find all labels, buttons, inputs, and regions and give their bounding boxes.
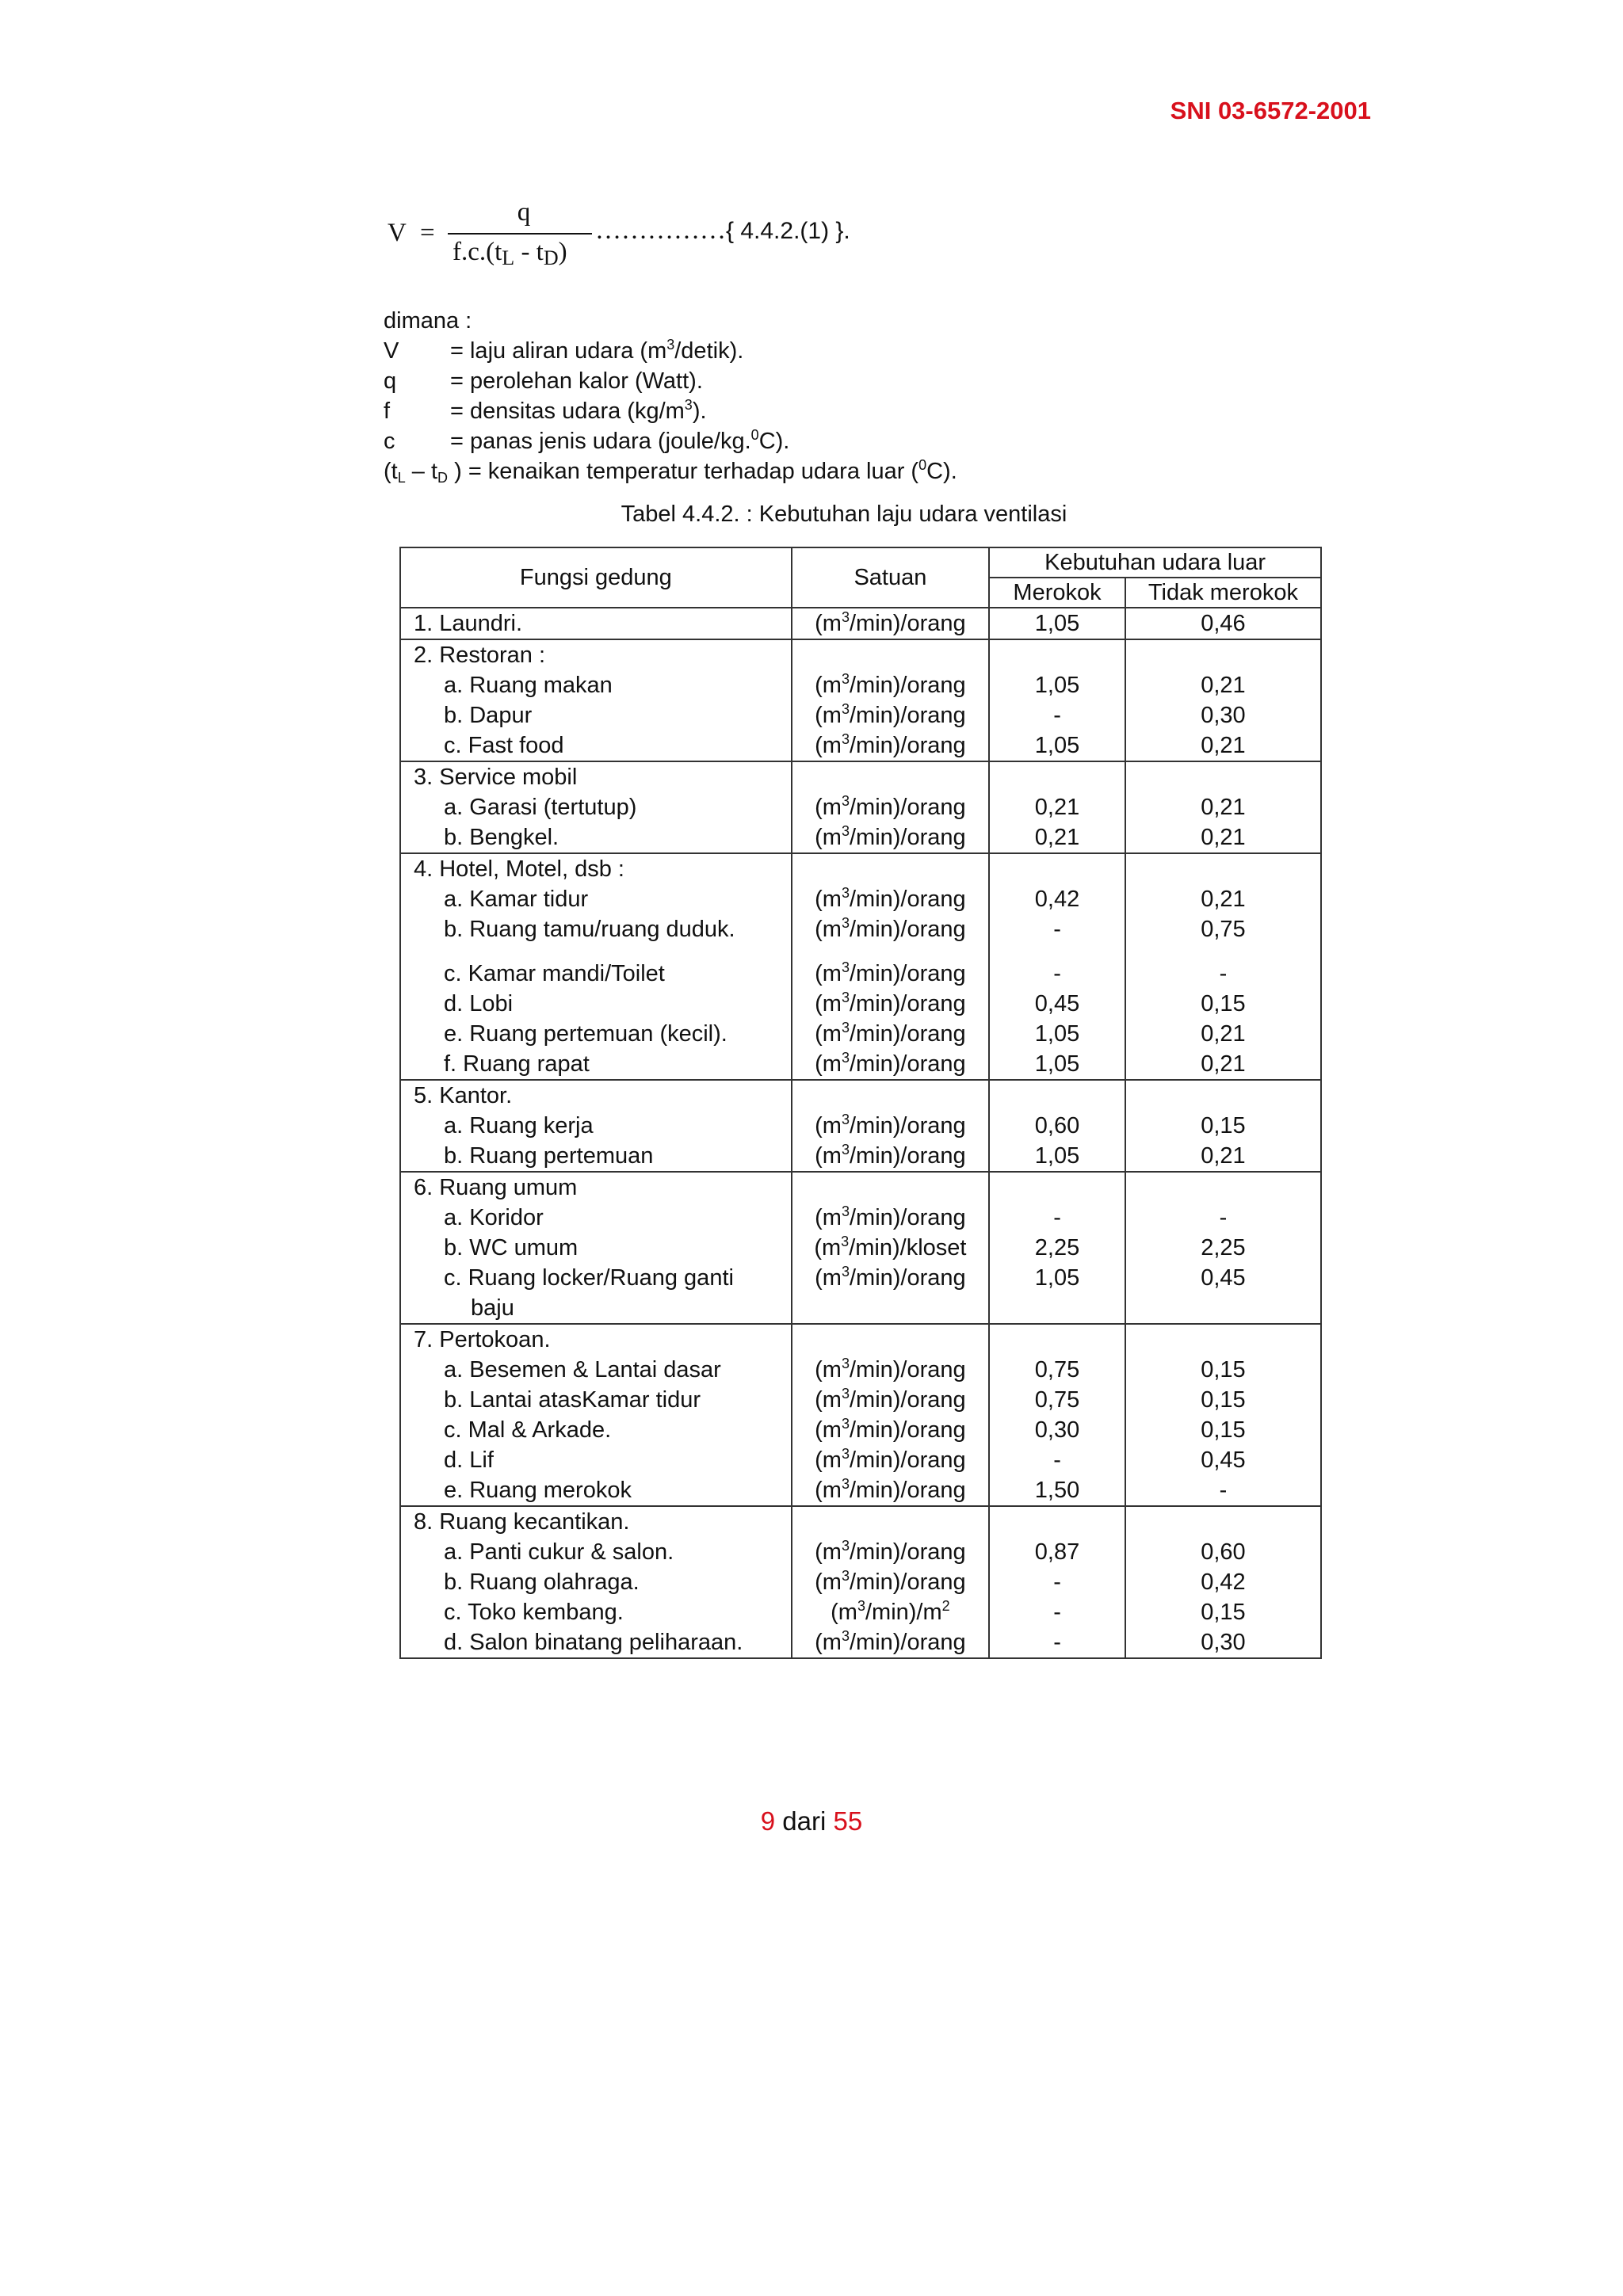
merokok-value: 0,42 <box>1034 887 1080 912</box>
row-label: c. Kamar mandi/Toilet <box>444 961 665 986</box>
merokok-value: 2,25 <box>1034 1235 1080 1261</box>
row-unit <box>792 1325 989 1355</box>
tidak-merokok-value: 0,21 <box>1201 1051 1246 1077</box>
merokok-cell <box>989 1080 1125 1172</box>
tidak-merokok-cell <box>1125 853 1321 1080</box>
row-unit: $(m^3/\min)$/orang <box>815 1142 966 1169</box>
merokok-value: 0,21 <box>1034 795 1080 820</box>
table-group <box>400 639 1321 761</box>
row-unit <box>792 640 989 670</box>
merokok-value: 0,30 <box>1034 1417 1080 1443</box>
merokok-value: 0,21 <box>1034 825 1080 850</box>
page-number: 9 <box>760 1806 776 1836</box>
merokok-value: - <box>1053 1447 1061 1473</box>
merokok-value: 1,05 <box>1034 733 1080 758</box>
row-label: 6. Ruang umum <box>414 1175 578 1200</box>
row-label: b. Ruang tamu/ruang duduk. <box>444 917 735 942</box>
formula-equals: = <box>420 219 435 247</box>
ventilation-formula <box>384 198 939 282</box>
tidak-merokok-value: 0,45 <box>1201 1447 1246 1473</box>
merokok-value: 0,75 <box>1034 1387 1080 1413</box>
merokok-value <box>990 762 1125 792</box>
row-label: e. Ruang merokok <box>444 1478 632 1503</box>
tidak-merokok-cell <box>1125 761 1321 853</box>
row-label: d. Lif <box>444 1447 494 1473</box>
row-unit: $(m^3/\min)$/orang <box>815 990 966 1016</box>
row-unit: $(m^3/\min)/m^2$ <box>831 1598 950 1625</box>
row-unit: $(m^3/\min)$/orang <box>815 1020 966 1047</box>
row-unit: $(m^3/\min)$/orang <box>815 731 966 758</box>
merokok-value: - <box>1053 1600 1061 1625</box>
table-group <box>400 761 1321 853</box>
tidak-merokok-value <box>1126 1293 1320 1323</box>
row-label: 1. Laundri. <box>414 611 523 636</box>
header-merokok: Merokok <box>989 578 1125 608</box>
merokok-value: 0,75 <box>1034 1357 1080 1383</box>
tidak-merokok-value <box>1126 1173 1320 1203</box>
tidak-merokok-cell <box>1125 639 1321 761</box>
document-code: SNI 03-6572-2001 <box>1170 97 1371 124</box>
row-label: b. Ruang olahraga. <box>444 1569 640 1595</box>
row-label: b. Bengkel. <box>444 825 559 850</box>
legend-symbol: f <box>384 399 391 424</box>
merokok-value: 1,05 <box>1034 673 1080 698</box>
row-label: a. Kamar tidur <box>444 887 589 912</box>
merokok-value <box>990 1081 1125 1111</box>
table-group <box>400 1080 1321 1172</box>
row-label: e. Ruang pertemuan (kecil). <box>444 1021 727 1047</box>
merokok-cell <box>989 1506 1125 1658</box>
tidak-merokok-value: 0,15 <box>1201 991 1246 1016</box>
tidak-merokok-value: 0,75 <box>1201 917 1246 942</box>
satuan-cell <box>792 1324 990 1506</box>
row-unit: $(m^3/\min)$/orang <box>815 915 966 942</box>
row-label: 8. Ruang kecantikan. <box>414 1509 630 1535</box>
row-label: c. Ruang locker/Ruang ganti <box>444 1265 734 1291</box>
row-unit: $(m^3/\min)$/orang <box>815 1386 966 1413</box>
fungsi-cell <box>400 1506 792 1658</box>
satuan-cell <box>792 1080 990 1172</box>
row-unit: $(m^3/\min)$/orang <box>815 1446 966 1473</box>
legend-symbol: V <box>384 338 399 364</box>
row-label: c. Fast food <box>444 733 564 758</box>
row-unit: $(m^3/\min)$/orang <box>815 1416 966 1443</box>
merokok-value <box>990 640 1125 670</box>
merokok-value: - <box>1053 1569 1061 1595</box>
tidak-merokok-value: 0,21 <box>1201 825 1246 850</box>
satuan-cell <box>792 853 990 1080</box>
ventilation-table <box>399 547 1322 1659</box>
legend-row <box>384 426 957 456</box>
row-label: b. Ruang pertemuan <box>444 1143 654 1169</box>
merokok-value: 1,05 <box>1034 1265 1080 1291</box>
tidak-merokok-value <box>1126 1507 1320 1537</box>
merokok-cell <box>989 1172 1125 1324</box>
tidak-merokok-value <box>1126 640 1320 670</box>
row-label: f. Ruang rapat <box>444 1051 590 1077</box>
row-label: b. WC umum <box>444 1235 579 1261</box>
row-unit: $(m^3/\min)$/orang <box>815 1538 966 1565</box>
merokok-cell <box>989 761 1125 853</box>
row-label: c. Mal & Arkade. <box>444 1417 612 1443</box>
table-group <box>400 1506 1321 1658</box>
formula-numerator: q <box>517 198 531 227</box>
row-unit: $(m^3/\min)$/orang <box>815 1628 966 1655</box>
row-label: 7. Pertokoan. <box>414 1327 551 1352</box>
row-label: baju <box>471 1295 514 1321</box>
merokok-value <box>990 1293 1125 1323</box>
row-label: a. Panti cukur & salon. <box>444 1539 674 1565</box>
fungsi-cell <box>400 1172 792 1324</box>
row-label: a. Ruang makan <box>444 673 613 698</box>
tidak-merokok-value: 0,42 <box>1201 1569 1246 1595</box>
fungsi-cell <box>400 853 792 1080</box>
row-unit: $(m^3/\min)$/orang <box>815 1112 966 1138</box>
merokok-value: - <box>1053 961 1061 986</box>
legend-row <box>384 336 957 366</box>
row-unit: $(m^3/\min)$/orang <box>815 885 966 912</box>
row-unit: $(m^3/\min)$/orang <box>815 701 966 728</box>
merokok-cell <box>989 1324 1125 1506</box>
header-satuan: Satuan <box>792 547 990 608</box>
merokok-cell <box>989 853 1125 1080</box>
merokok-value: 0,60 <box>1034 1113 1080 1138</box>
tidak-merokok-value: 0,21 <box>1201 887 1246 912</box>
legend-row-temperature: ($t_L - t_D$ ) = kenaikan temperatur terhadap udara luar ($^0$C). <box>384 457 957 486</box>
fraction-bar <box>448 233 592 235</box>
legend-row <box>384 396 957 426</box>
tidak-merokok-value: 0,15 <box>1201 1387 1246 1413</box>
tidak-merokok-value: 0,21 <box>1201 795 1246 820</box>
row-unit: $(m^3/\min)$/orang <box>815 609 966 636</box>
formula-reference: ……………{ 4.4.2.(1) }. <box>595 216 850 245</box>
tidak-merokok-value: 0,21 <box>1201 733 1246 758</box>
fungsi-cell <box>400 608 792 639</box>
fungsi-cell <box>400 761 792 853</box>
satuan-cell <box>792 1506 990 1658</box>
row-label: a. Garasi (tertutup) <box>444 795 637 820</box>
satuan-cell <box>792 639 990 761</box>
merokok-value <box>990 1325 1125 1355</box>
tidak-merokok-value <box>1126 1081 1320 1111</box>
row-label: a. Besemen & Lantai dasar <box>444 1357 721 1383</box>
fungsi-cell <box>400 1324 792 1506</box>
header-fungsi: Fungsi gedung <box>400 547 792 608</box>
row-unit <box>792 1507 989 1537</box>
legend-definition: = panas jenis udara (joule/kg.$^0$C). <box>450 427 790 454</box>
row-unit <box>792 1081 989 1111</box>
table-group <box>400 1172 1321 1324</box>
fungsi-cell <box>400 639 792 761</box>
tidak-merokok-value: 0,21 <box>1201 673 1246 698</box>
tidak-merokok-value: 0,21 <box>1201 1143 1246 1169</box>
row-label: 5. Kantor. <box>414 1083 513 1108</box>
row-label: b. Lantai atasKamar tidur <box>444 1387 701 1413</box>
page-total: 55 <box>833 1806 863 1836</box>
table-caption: Tabel 4.4.2. : Kebutuhan laju udara ventilasi <box>621 502 1067 527</box>
legend-definition: = densitas udara $(kg/m^3)$. <box>450 397 707 424</box>
tidak-merokok-value: 0,30 <box>1201 1630 1246 1655</box>
row-unit: $(m^3/\min)$/orang <box>815 823 966 850</box>
tidak-merokok-cell <box>1125 1324 1321 1506</box>
merokok-value: - <box>1053 917 1061 942</box>
merokok-value: 1,50 <box>1034 1478 1080 1503</box>
formula-legend <box>384 306 957 486</box>
row-label: a. Koridor <box>444 1205 544 1230</box>
merokok-value: 1,05 <box>1034 1021 1080 1047</box>
tidak-merokok-value: 0,21 <box>1201 1021 1246 1047</box>
page-footer <box>0 1806 1623 1836</box>
page-separator: dari <box>775 1806 834 1836</box>
row-unit: $(m^3/\min)$/kloset <box>814 1234 967 1261</box>
tidak-merokok-value: 0,30 <box>1201 703 1246 728</box>
tidak-merokok-value: - <box>1219 1478 1228 1503</box>
legend-definition: = perolehan kalor (Watt). <box>450 368 703 394</box>
row-unit: $(m^3/\min)$/orang <box>815 1568 966 1595</box>
row-unit: $(m^3/\min)$/orang <box>815 1203 966 1230</box>
header-kebutuhan: Kebutuhan udara luar <box>989 547 1321 578</box>
row-unit: $(m^3/\min)$/orang <box>815 1356 966 1383</box>
merokok-value: 1,05 <box>1034 611 1080 636</box>
row-unit: $(m^3/\min)$/orang <box>815 1264 966 1291</box>
row-label: b. Dapur <box>444 703 533 728</box>
merokok-value <box>990 1173 1125 1203</box>
tidak-merokok-cell <box>1125 1506 1321 1658</box>
legend-symbol: c <box>384 429 395 454</box>
merokok-value: 1,05 <box>1034 1051 1080 1077</box>
tidak-merokok-cell <box>1125 608 1321 639</box>
row-unit <box>792 854 989 884</box>
tidak-merokok-cell <box>1125 1080 1321 1172</box>
tidak-merokok-value: 0,46 <box>1201 611 1246 636</box>
table-group <box>400 853 1321 1080</box>
tidak-merokok-value: 0,15 <box>1201 1357 1246 1383</box>
satuan-cell <box>792 1172 990 1324</box>
tidak-merokok-value: 2,25 <box>1201 1235 1246 1261</box>
merokok-value: - <box>1053 1205 1061 1230</box>
row-label: d. Lobi <box>444 991 514 1016</box>
tidak-merokok-value <box>1126 854 1320 884</box>
table-group <box>400 608 1321 639</box>
row-unit <box>792 762 989 792</box>
formula-lhs: V <box>388 219 407 247</box>
merokok-value <box>990 1507 1125 1537</box>
row-label: c. Toko kembang. <box>444 1600 624 1625</box>
row-label: 3. Service mobil <box>414 765 578 790</box>
merokok-value: - <box>1053 703 1061 728</box>
legend-definition: = laju aliran udara $(m^3/detik)$. <box>450 337 744 364</box>
row-label: a. Ruang kerja <box>444 1113 594 1138</box>
tidak-merokok-value: - <box>1219 961 1228 986</box>
tidak-merokok-value: 0,60 <box>1201 1539 1246 1565</box>
tidak-merokok-value <box>1126 762 1320 792</box>
fungsi-cell <box>400 1080 792 1172</box>
row-unit: $(m^3/\min)$/orang <box>815 959 966 986</box>
row-unit <box>792 1293 989 1323</box>
legend-symbol: q <box>384 368 397 394</box>
merokok-value: 1,05 <box>1034 1143 1080 1169</box>
satuan-cell <box>792 761 990 853</box>
row-label: 4. Hotel, Motel, dsb : <box>414 856 624 882</box>
row-unit: $(m^3/\min)$/orang <box>815 1476 966 1503</box>
header-tidak-merokok: Tidak merokok <box>1125 578 1321 608</box>
tidak-merokok-value: 0,45 <box>1201 1265 1246 1291</box>
formula-denominator: $f.c.(t_L - t_D)$ <box>453 238 567 269</box>
satuan-cell <box>792 608 990 639</box>
tidak-merokok-value <box>1126 1325 1320 1355</box>
row-unit: $(m^3/\min)$/orang <box>815 793 966 820</box>
merokok-value: 0,45 <box>1034 991 1080 1016</box>
tidak-merokok-value: 0,15 <box>1201 1600 1246 1625</box>
row-label: d. Salon binatang peliharaan. <box>444 1630 743 1655</box>
tidak-merokok-value: - <box>1219 1205 1228 1230</box>
legend-intro: dimana : <box>384 308 472 334</box>
merokok-value: 0,87 <box>1034 1539 1080 1565</box>
tidak-merokok-value: 0,15 <box>1201 1417 1246 1443</box>
row-unit: $(m^3/\min)$/orang <box>815 1050 966 1077</box>
row-label: 2. Restoran : <box>414 643 546 668</box>
legend-row <box>384 366 957 396</box>
row-unit: $(m^3/\min)$/orang <box>815 671 966 698</box>
tidak-merokok-value: 0,15 <box>1201 1113 1246 1138</box>
table-group <box>400 1324 1321 1506</box>
tidak-merokok-cell <box>1125 1172 1321 1324</box>
merokok-value <box>990 854 1125 884</box>
merokok-cell <box>989 608 1125 639</box>
merokok-value: - <box>1053 1630 1061 1655</box>
merokok-cell <box>989 639 1125 761</box>
row-unit <box>792 1173 989 1203</box>
